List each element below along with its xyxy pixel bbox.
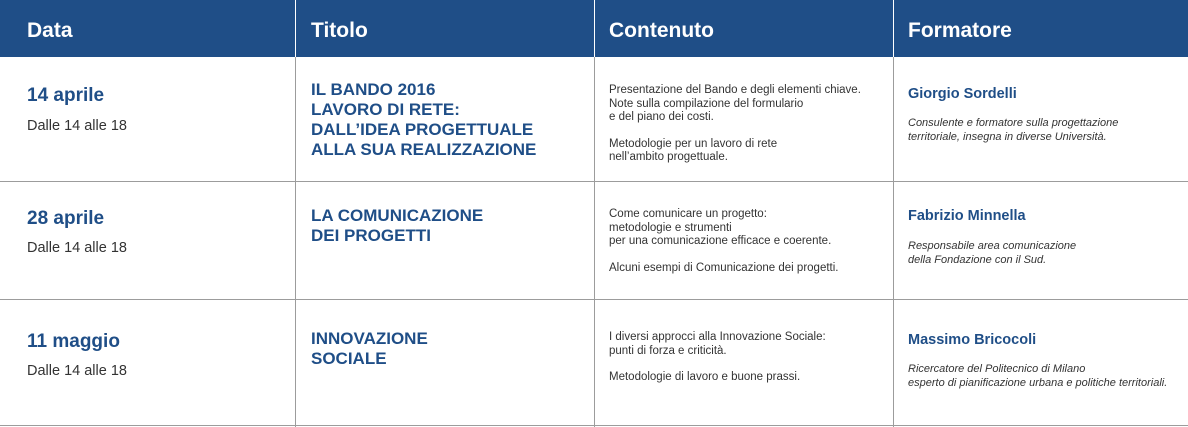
title-line: SOCIALE (311, 349, 387, 368)
table-row (0, 57, 1188, 181)
header-divider (295, 0, 296, 57)
content-spacer (609, 358, 889, 371)
trainer-name: Giorgio Sordelli (908, 86, 1017, 102)
trainer-name: Massimo Bricocoli (908, 332, 1037, 348)
header-date: Data (27, 19, 73, 42)
trainer-description (908, 363, 1186, 390)
session-title (311, 329, 596, 369)
content-line: I diversi approcci alla Innovazione Sociale: (609, 331, 826, 343)
header-content: Contenuto (609, 19, 714, 42)
table-row (0, 300, 1188, 425)
content-line: e del piano dei costi. (609, 111, 714, 123)
title-line: INNOVAZIONE (311, 329, 428, 348)
trainer-description (908, 117, 1186, 144)
header-divider (594, 0, 595, 57)
session-content (609, 84, 889, 165)
session-time: Dalle 14 alle 18 (27, 240, 127, 256)
trainer-desc-line: esperto di pianificazione urbana e politiche territoriali. (908, 376, 1168, 389)
title-line: DALL’IDEA PROGETTUALE (311, 120, 534, 139)
session-date: 11 maggio (27, 331, 120, 352)
content-spacer (609, 249, 889, 262)
header-divider (893, 0, 894, 57)
session-date: 28 aprile (27, 208, 105, 229)
content-line: punti di forza e criticità. (609, 344, 727, 357)
row-divider (0, 425, 1188, 426)
header-trainer: Formatore (908, 19, 1012, 42)
table-row (0, 182, 1188, 299)
title-line: LA COMUNICAZIONE (311, 206, 484, 225)
content-line: Presentazione del Bando e degli elementi chiave. (609, 84, 861, 96)
content-line: metodologie e strumenti (609, 221, 732, 234)
trainer-description (908, 240, 1186, 267)
session-content (609, 208, 889, 275)
content-line: nell’ambito progettuale. (609, 151, 728, 163)
content-line: Metodologie di lavoro e buone prassi. (609, 371, 801, 383)
content-spacer (609, 125, 889, 138)
header-title: Titolo (311, 19, 368, 42)
title-line: LAVORO DI RETE: (311, 100, 460, 119)
trainer-desc-line: Consulente e formatore sulla progettazione (908, 117, 1119, 129)
table-header (0, 0, 1188, 57)
content-line: Note sulla compilazione del formulario (609, 97, 804, 110)
trainer-name: Fabrizio Minnella (908, 208, 1026, 224)
session-time: Dalle 14 alle 18 (27, 363, 127, 379)
content-line: Alcuni esempi di Comunicazione dei progetti. (609, 261, 839, 274)
session-time: Dalle 14 alle 18 (27, 118, 127, 134)
trainer-desc-line: della Fondazione con il Sud. (908, 253, 1047, 266)
session-title (311, 206, 596, 246)
title-line: IL BANDO 2016 (311, 80, 436, 99)
trainer-desc-line: Ricercatore del Politecnico di Milano (908, 363, 1086, 375)
content-line: Come comunicare un progetto: (609, 208, 767, 220)
content-line: Metodologie per un lavoro di rete (609, 137, 778, 150)
title-line: DEI PROGETTI (311, 226, 431, 245)
session-date: 14 aprile (27, 85, 105, 106)
trainer-desc-line: Responsabile area comunicazione (908, 240, 1077, 252)
title-line: ALLA SUA REALIZZAZIONE (311, 140, 537, 159)
trainer-desc-line: territoriale, insegna in diverse Università. (908, 130, 1107, 143)
session-content (609, 331, 889, 385)
content-line: per una comunicazione efficace e coerente. (609, 235, 832, 247)
session-title (311, 80, 596, 160)
